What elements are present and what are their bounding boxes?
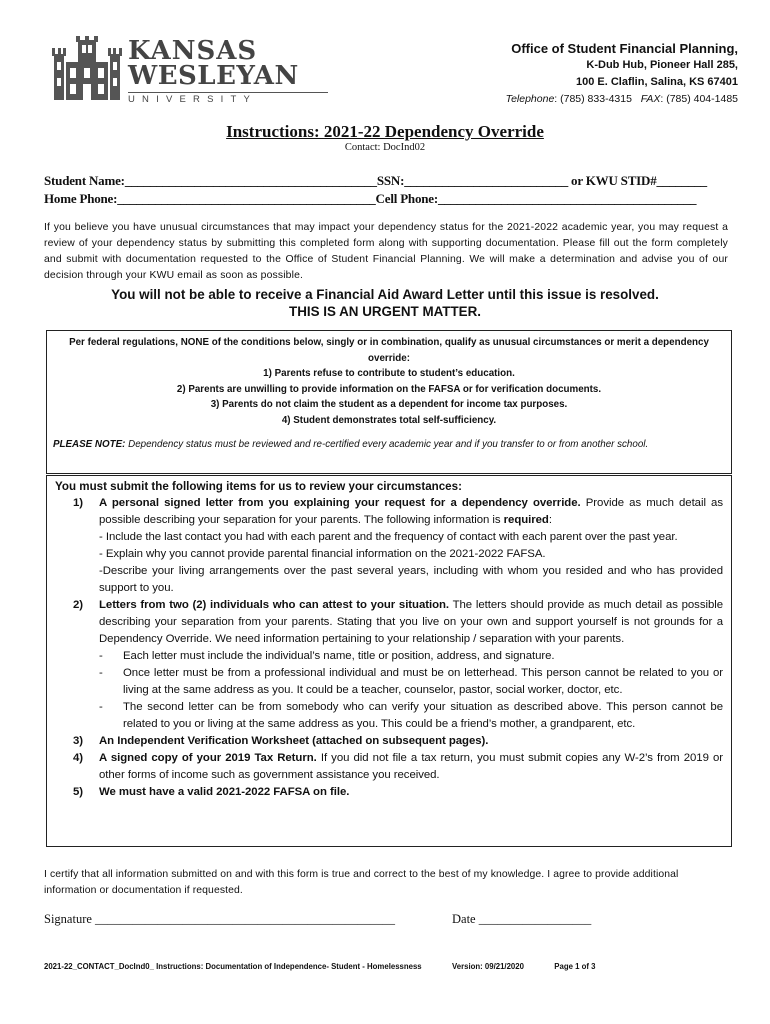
office-address-line1: K-Dub Hub, Pioneer Hall 285, [586,59,738,71]
item-number: 4) [73,752,84,764]
regulation-item: 2) Parents are unwilling to provide information on the FAFSA or for verification documents. [176,383,602,395]
regulations-intro: Per federal regulations, NONE of the conditions below, singly or in combination, qualify as unusual circumstances or merit a dependency override: [69,337,709,364]
page-title: Instructions: 2021-22 Dependency Override [226,122,544,141]
item-detail: -Describe your living arrangements over the past several years, including with whom you resided and who has provided support to you. [99,565,723,594]
item-title: An Independent Verification Worksheet (attached on subsequent pages). [99,735,489,747]
item-detail: - Include the last contact you had with each parent and the frequency of contact with each parent over the past year. [99,531,678,543]
item-colon: : [548,514,552,526]
please-note [47,428,731,452]
please-note-label: PLEASE NOTE: [53,439,126,450]
regulations-box [46,330,732,474]
item-number: 5) [73,786,84,798]
footer-page-number: Page 1 of 3 [554,962,596,971]
phone-fields[interactable]: Home Phone:_________________________________________Cell Phone:_________________________________________ [44,191,697,206]
regulation-item: 4) Student demonstrates total self-sufficiency. [281,414,497,426]
building-tower-icon [52,36,122,102]
item-detail: - Explain why you cannot provide parental financial information on the 2021-2022 FAFSA. [99,548,546,560]
date-field[interactable]: Date __________________ [452,912,592,926]
logo-divider [128,92,328,93]
item-number: 1) [73,497,84,509]
requirements-heading: You must submit the following items for us to review your circumstances: [55,480,462,493]
item-title: Letters from two (2) individuals who can attest to your situation. [99,599,450,611]
required-word: required [503,514,549,526]
logo-text-university: UNIVERSITY [128,94,258,105]
sub-item-text: The second letter can be from somebody who can verify your situation as described above. This person cannot be related to you or living at the same address as you. This could be a friend’s mother, a grandparent, etc. [123,701,723,730]
fax-label: FAX [640,93,661,105]
warning-line1: You will not be able to receive a Financial Aid Award Letter until this issue is resolved. [111,287,659,302]
footer-doc-id: 2021-22_CONTACT_DocInd0_ Instructions: Documentation of Independence- Student - Homelessness [44,962,422,971]
student-name-ssn-field[interactable]: Student Name:________________________________________SSN:__________________________ or KWU STID#________ [44,173,707,188]
signature-field[interactable]: Signature ________________________________________________ [44,912,396,926]
certification-statement: I certify that all information submitted on and with this form is true and correct to the best of my knowledge. I agree to provide additional information or documentation if requested. [44,869,679,896]
logo-text-wesleyan: WESLEYAN [128,61,299,91]
requirements-box [46,475,732,847]
intro-paragraph: If you believe you have unusual circumstances that may impact your dependency status for the 2021-2022 academic year, you may request a review of your dependency status by submitting this completed form along with supporting documentation. Please fill out the form completely and submit with documentation requested to the Office of Student Financial Planning. We will make a determination and advise you of our decision through your KWU email as soon as possible. [44,222,728,281]
requirement-item-4 [55,750,723,784]
item-number: 3) [73,735,84,747]
item-text: If you did not file a tax return, you must submit copies any W-2’s from 2019 or other forms of income such as government assistance you received. [99,752,723,781]
urgent-warning [0,286,770,320]
item-text: Provide as much detail as possible describing your separation for your parents. The following information is [99,497,723,526]
logo-text-kansas: KANSAS [128,36,258,66]
office-phone-fax [506,91,738,108]
sub-item: - The second letter can be from somebody who can verify your situation as described above. This person cannot be related to you or living at the same address as you. This could be a friend’s mother, a grandparent, etc. [99,701,723,730]
fax-number: : (785) 404-1485 [660,93,738,105]
footer-version: Version: 09/21/2020 [451,962,524,971]
warning-line2: THIS IS AN URGENT MATTER. [289,304,481,319]
sub-item: - Each letter must include the individual’s name, title or position, address, and signature. [99,650,555,662]
item-title: We must have a valid 2021-2022 FAFSA on file. [99,786,350,798]
requirement-item-2 [55,597,723,733]
student-info-fields[interactable] [44,172,734,208]
university-logo [52,36,299,106]
requirement-item-1 [55,495,723,597]
contact-code: Contact: DocInd02 [344,142,426,153]
item-title: A signed copy of your 2019 Tax Return. [99,752,317,764]
regulations-list [47,331,731,428]
page-footer [44,962,595,971]
requirement-item-3 [55,733,723,750]
sub-item: - Once letter must be from a professional individual and must be on letterhead. This person cannot be related to you or living at the same address as you. It could be a teacher, counselor, pastor, social worker, doctor, etc. [99,667,723,696]
office-title: Office of Student Financial Planning, [511,41,738,56]
office-address-line2: 100 E. Claflin, Salina, KS 67401 [575,76,738,88]
item-title: A personal signed letter from you explaining your request for a dependency override. [99,497,581,509]
telephone-number: : (785) 833-4315 [554,93,632,105]
telephone-label: Telephone [505,93,555,105]
sub-item-text: Once letter must be from a professional individual and must be on letterhead. This person cannot be related to you or living at the same address as you. It could be a teacher, counselor, pastor, social worker, doctor, etc. [123,667,723,696]
please-note-text: Dependency status must be reviewed and re-certified every academic year and if you transfer to or from another school. [125,439,649,450]
item-text: The letters should provide as much detail as possible describing your separation from your parents. Stating that you live on your own and support yourself is not grounds for a Dependency Override. We need information pertaining to your relationship / separation with your parents. [99,599,724,645]
sub-item-text: Each letter must include the individual’s name, title or position, address, and signature. [123,650,555,662]
regulation-item: 1) Parents refuse to contribute to student’s education. [263,368,515,379]
regulation-item: 3) Parents do not claim the student as a dependent for income tax purposes. [210,399,568,410]
requirement-item-5 [55,784,723,801]
office-address-block [506,40,738,108]
item-number: 2) [73,599,84,611]
